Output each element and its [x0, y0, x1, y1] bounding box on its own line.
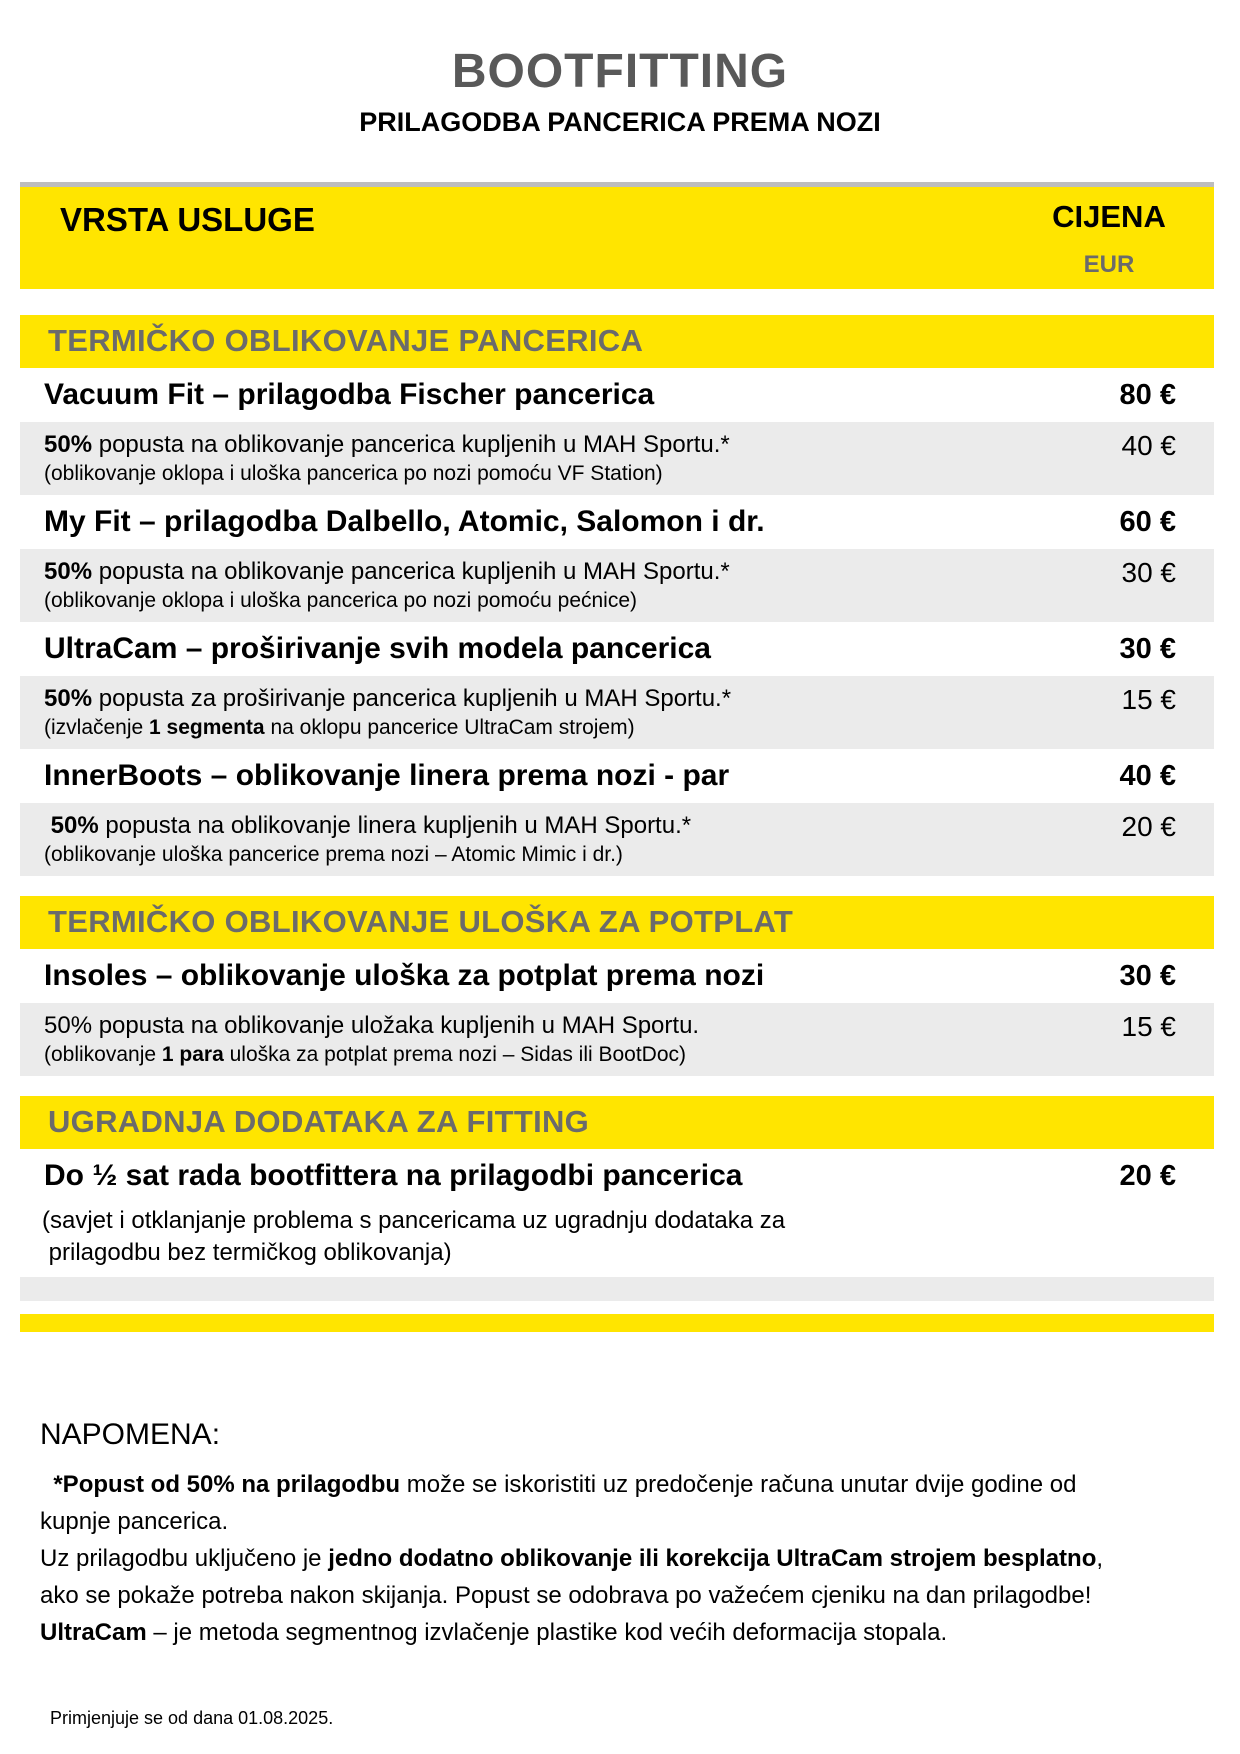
column-header-service: VRSTA USLUGE [60, 201, 315, 238]
price-column-label: CIJENA [1052, 199, 1166, 234]
note-row [20, 1203, 1214, 1273]
effective-date: Primjenjuje se od dana 01.08.2025. [50, 1708, 334, 1728]
service-row [20, 749, 1214, 803]
empty-gray-strip [20, 1277, 1214, 1301]
note-line: Uz prilagodbu uključeno je jedno dodatno oblikovanje ili korekcija UltraCam strojem besplatno, [40, 1545, 1104, 1572]
price-value: 15 € [1121, 1011, 1176, 1042]
service-description: InnerBoots – oblikovanje linera prema nozi - par [44, 759, 730, 792]
note-line: ako se pokaže potreba nakon skijanja. Popust se odobrava po važećem cjeniku na dan prilagodbe! [40, 1582, 1092, 1609]
table-body [20, 315, 1214, 1273]
service-row [20, 949, 1214, 1003]
service-row [20, 368, 1214, 422]
discount-row [20, 422, 1214, 495]
page-title: BOOTFITTING [451, 45, 789, 98]
price-value: 40 € [1121, 430, 1176, 461]
notes-section [40, 1418, 1200, 1651]
note-line: UltraCam – je metoda segmentnog izvlačenje plastike kod većih deformacija stopala. [40, 1619, 948, 1646]
column-header-price [1004, 187, 1214, 289]
section-header: TERMIČKO OBLIKOVANJE PANCERICA [20, 315, 1214, 368]
service-description: Vacuum Fit – prilagodba Fischer pancerica [44, 378, 655, 411]
service-row [20, 622, 1214, 676]
price-value: 80 € [1119, 379, 1176, 411]
service-description: Do ½ sat rada bootfittera na prilagodbi pancerica [44, 1159, 743, 1192]
price-table [20, 182, 1214, 1332]
price-value: 15 € [1121, 684, 1176, 715]
service-description: (savjet i otklanjanje problema s pancericama uz ugradnju dodataka za prilagodbu bez termičkog oblikovanja) [42, 1207, 786, 1266]
price-value: 60 € [1119, 506, 1176, 538]
service-row [20, 495, 1214, 549]
discount-row [20, 549, 1214, 622]
service-description: 50% popusta na oblikovanje uložaka kupljenih u MAH Sportu. (oblikovanje 1 para uloška za potplat prema nozi – Sidas ili BootDoc) [44, 1012, 700, 1066]
section-header: TERMIČKO OBLIKOVANJE ULOŠKA ZA POTPLAT [20, 896, 1214, 949]
service-description: 50% popusta za proširivanje pancerica kupljenih u MAH Sportu.* (izvlačenje 1 segmenta na oklopu pancerice UltraCam strojem) [44, 685, 732, 739]
service-description: 50% popusta na oblikovanje pancerica kupljenih u MAH Sportu.* (oblikovanje oklopa i uloška pancerica po nozi pomoću VF Station) [44, 431, 730, 485]
service-description: 50% popusta na oblikovanje linera kupljenih u MAH Sportu.* (oblikovanje uloška pancerice prema nozi – Atomic Mimic i dr.) [44, 812, 692, 866]
discount-row [20, 803, 1214, 876]
price-value: 20 € [1121, 811, 1176, 842]
notes-lines [40, 1466, 1200, 1651]
price-value: 20 € [1119, 1160, 1176, 1192]
table-header [20, 182, 1214, 289]
price-value: 30 € [1119, 960, 1176, 992]
section-header: UGRADNJA DODATAKA ZA FITTING [20, 1096, 1214, 1149]
price-value: 30 € [1119, 633, 1176, 665]
discount-row [20, 676, 1214, 749]
page-subtitle: PRILAGODBA PANCERICA PREMA NOZI [359, 107, 881, 137]
service-description: UltraCam – proširivanje svih modela pancerica [44, 632, 711, 665]
service-row [20, 1149, 1214, 1203]
service-description: My Fit – prilagodba Dalbello, Atomic, Salomon i dr. [44, 505, 765, 538]
notes-heading: NAPOMENA: [40, 1418, 221, 1451]
price-value: 40 € [1119, 760, 1176, 792]
header-gap [20, 289, 1214, 315]
empty-yellow-strip [20, 1314, 1214, 1332]
price-value [1024, 1205, 1214, 1269]
note-line: *Popust od 50% na prilagodbu može se iskoristiti uz predočenje računa unutar dvije godine od [53, 1471, 1077, 1498]
discount-row [20, 1003, 1214, 1076]
service-description: 50% popusta na oblikovanje pancerica kupljenih u MAH Sportu.* (oblikovanje oklopa i uloška pancerica po nozi pomoću pećnice) [44, 558, 730, 612]
service-description: Insoles – oblikovanje uloška za potplat prema nozi [44, 959, 765, 992]
note-line: kupnje pancerica. [40, 1508, 229, 1535]
currency-label: EUR [1083, 251, 1135, 278]
price-value: 30 € [1121, 557, 1176, 588]
